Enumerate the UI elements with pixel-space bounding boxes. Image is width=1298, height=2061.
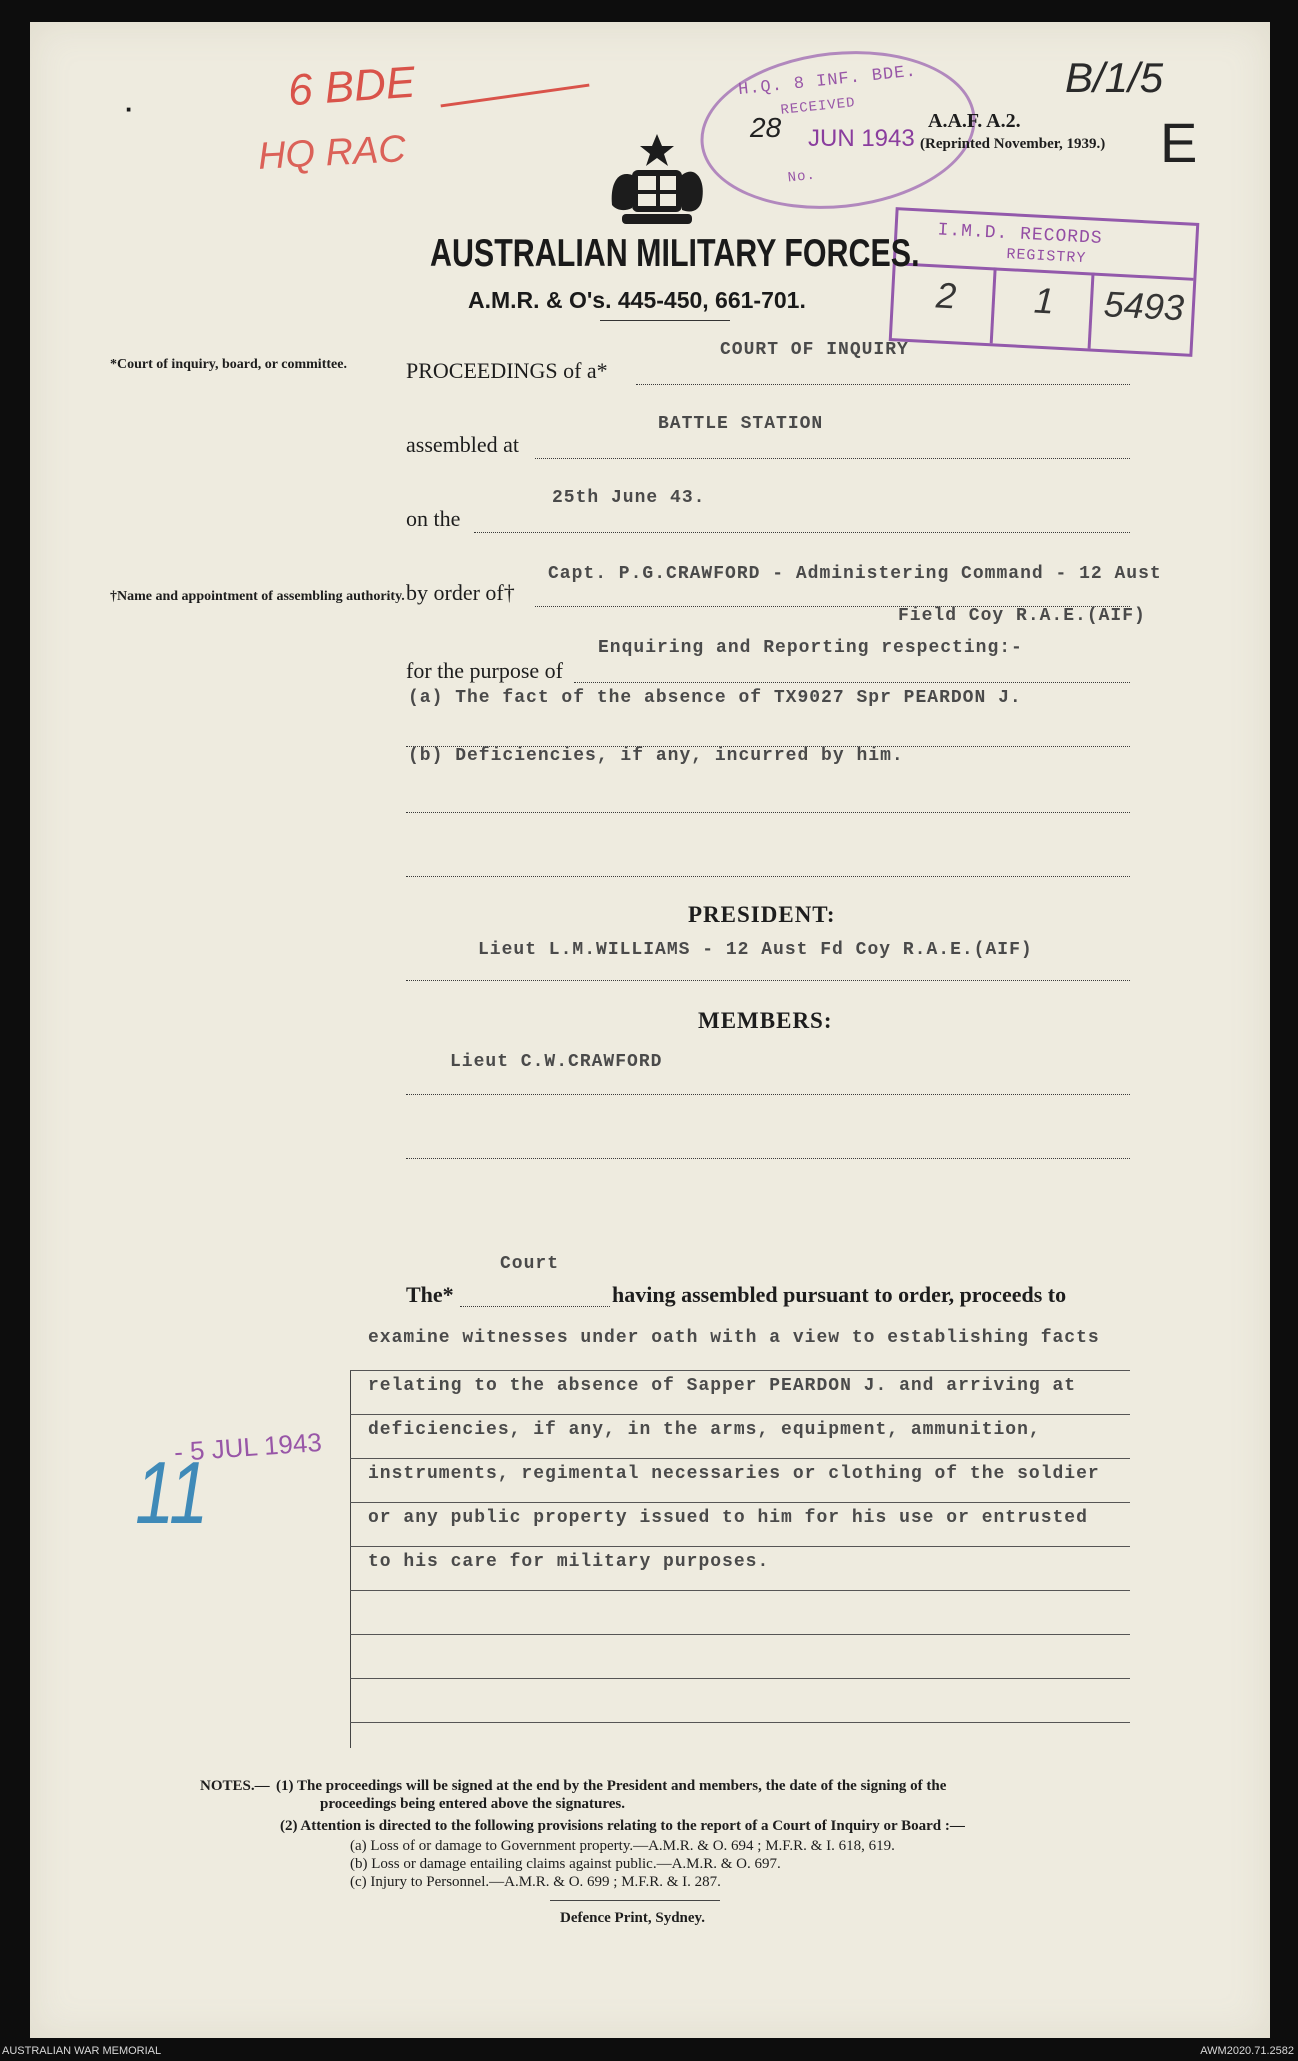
purpose-label: for the purpose of	[406, 658, 564, 683]
court-line	[460, 1306, 610, 1307]
proceedings-line	[636, 384, 1130, 385]
body-line-1: examine witnesses under oath with a view to establishing facts	[368, 1328, 1100, 1348]
stamp-handwritten-day: 28	[750, 112, 782, 143]
body-rule-7	[350, 1634, 1130, 1635]
note-2c: (c) Injury to Personnel.—A.M.R. & O. 699 ; M.F.R. & I. 287.	[350, 1874, 721, 1890]
on-value: 25th June 43.	[552, 488, 706, 508]
records-registry-stamp	[889, 207, 1200, 357]
note-2b: (b) Loss or damage entailing claims against public.—A.M.R. & O. 697.	[350, 1856, 781, 1872]
handwritten-hq-rac: HQ RAC	[256, 128, 407, 178]
stamp-num-3: 5493	[1102, 283, 1186, 329]
body-line-4: instruments, regimental necessaries or clothing of the soldier	[368, 1464, 1100, 1484]
on-line	[474, 532, 1130, 533]
side-note-1: *Court of inquiry, board, or committee.	[110, 357, 347, 372]
president-heading: PRESIDENT:	[688, 902, 836, 927]
stamp-records-sub: REGISTRY	[1005, 246, 1087, 268]
proceedings-value: COURT OF INQUIRY	[720, 340, 909, 360]
stamp-hq-no: No.	[786, 167, 817, 187]
title-underline	[600, 320, 730, 321]
stamp-hq-sub: RECEIVED	[779, 95, 857, 119]
red-check-stroke	[441, 84, 590, 108]
proceedings-label: PROCEEDINGS of a*	[406, 358, 608, 383]
members-line-1	[406, 1094, 1130, 1095]
purpose-blank-line	[406, 876, 1130, 877]
printer-line: Defence Print, Sydney.	[560, 1910, 705, 1926]
archive-footer	[0, 2044, 1298, 2061]
document-subtitle: A.M.R. & O's. 445-450, 661-701.	[468, 287, 806, 313]
members-value: Lieut C.W.CRAWFORD	[450, 1052, 663, 1072]
members-heading: MEMBERS:	[698, 1008, 833, 1033]
note-2: (2) Attention is directed to the following provisions relating to the report of a Court of Inquiry or Board :—	[280, 1818, 965, 1834]
body-rule-6	[350, 1590, 1130, 1591]
handwritten-6bde: 6 BDE	[286, 57, 417, 116]
stamp-num-1: 2	[935, 274, 958, 317]
footer-right: AWM2020.71.2582	[1200, 2045, 1294, 2057]
note-1: (1) The proceedings will be signed at the end by the President and members, the date of the signing of the	[276, 1778, 947, 1794]
the-label: The*	[406, 1282, 454, 1307]
assembled-value: BATTLE STATION	[658, 414, 824, 434]
president-value: Lieut L.M.WILLIAMS - 12 Aust Fd Coy R.A.E.(AIF)	[478, 940, 1033, 960]
body-rule-3	[350, 1458, 1130, 1459]
coat-of-arms-icon	[602, 130, 712, 230]
body-line-2: relating to the absence of Sapper PEARDON J. and arriving at	[368, 1376, 1077, 1396]
handwritten-reference: B/1/5	[1065, 54, 1164, 101]
body-line-6: to his care for military purposes.	[368, 1552, 770, 1572]
stamp-date: JUN 1943	[808, 125, 915, 152]
purpose-b: (b) Deficiencies, if any, incurred by him.	[408, 746, 904, 766]
members-line-2	[406, 1158, 1130, 1159]
purpose-value: Enquiring and Reporting respecting:-	[598, 638, 1023, 658]
assembled-line	[535, 458, 1130, 459]
order-value-1: Capt. P.G.CRAWFORD - Administering Command - 12 Aust	[548, 564, 1162, 584]
body-line-5: or any public property issued to him for his use or entrusted	[368, 1508, 1088, 1528]
reprint-note: (Reprinted November, 1939.)	[920, 136, 1106, 152]
body-rule-9	[350, 1722, 1130, 1723]
document-title: AUSTRALIAN MILITARY FORCES.	[430, 232, 920, 275]
note-2a: (a) Loss of or damage to Government property.—A.M.R. & O. 694 ; M.F.R. & I. 618, 619.	[350, 1838, 895, 1854]
purpose-b-line	[406, 812, 1130, 813]
stamp-records-title: I.M.D. RECORDS	[937, 220, 1104, 249]
handwritten-letter-e: E	[1160, 111, 1198, 174]
note-1b: proceedings being entered above the signatures.	[320, 1796, 626, 1812]
stamp-cell-divider-1	[990, 267, 997, 343]
purpose-a: (a) The fact of the absence of TX9027 Spr PEARDON J.	[408, 688, 1022, 708]
body-rule-2	[350, 1414, 1130, 1415]
order-label: by order of†	[406, 580, 515, 605]
purpose-line	[574, 682, 1130, 683]
stamp-cell-divider-2	[1088, 272, 1095, 348]
blue-mark: 11	[135, 1443, 209, 1542]
side-note-2: †Name and appointment of assembling authority.	[110, 589, 405, 604]
ink-mark: ·	[125, 94, 134, 124]
body-margin-rule	[350, 1370, 351, 1748]
form-code: A.A.F. A.2.	[928, 110, 1021, 132]
notes-divider	[550, 1900, 720, 1901]
president-line	[406, 980, 1130, 981]
body-rule-4	[350, 1502, 1130, 1503]
body-line-3: deficiencies, if any, in the arms, equipment, ammunition,	[368, 1420, 1041, 1440]
order-value-2: Field Coy R.A.E.(AIF)	[898, 606, 1146, 626]
notes-label: NOTES.—	[200, 1778, 270, 1794]
stamp-num-2: 1	[1032, 279, 1056, 322]
body-rule-8	[350, 1678, 1130, 1679]
on-label: on the	[406, 506, 461, 531]
body-rule-5	[350, 1546, 1130, 1547]
document-page	[30, 22, 1270, 2038]
body-rule-1	[350, 1370, 1130, 1371]
side-date-stamp: - 5 JUL 1943	[173, 1426, 323, 1468]
assembled-label: assembled at	[406, 432, 520, 457]
footer-left: AUSTRALIAN WAR MEMORIAL	[2, 2045, 162, 2057]
court-value: Court	[500, 1254, 560, 1274]
stamp-hq-text: H.Q. 8 INF. BDE.	[737, 62, 918, 101]
pursuant-text: having assembled pursuant to order, proceeds to	[612, 1282, 1067, 1307]
